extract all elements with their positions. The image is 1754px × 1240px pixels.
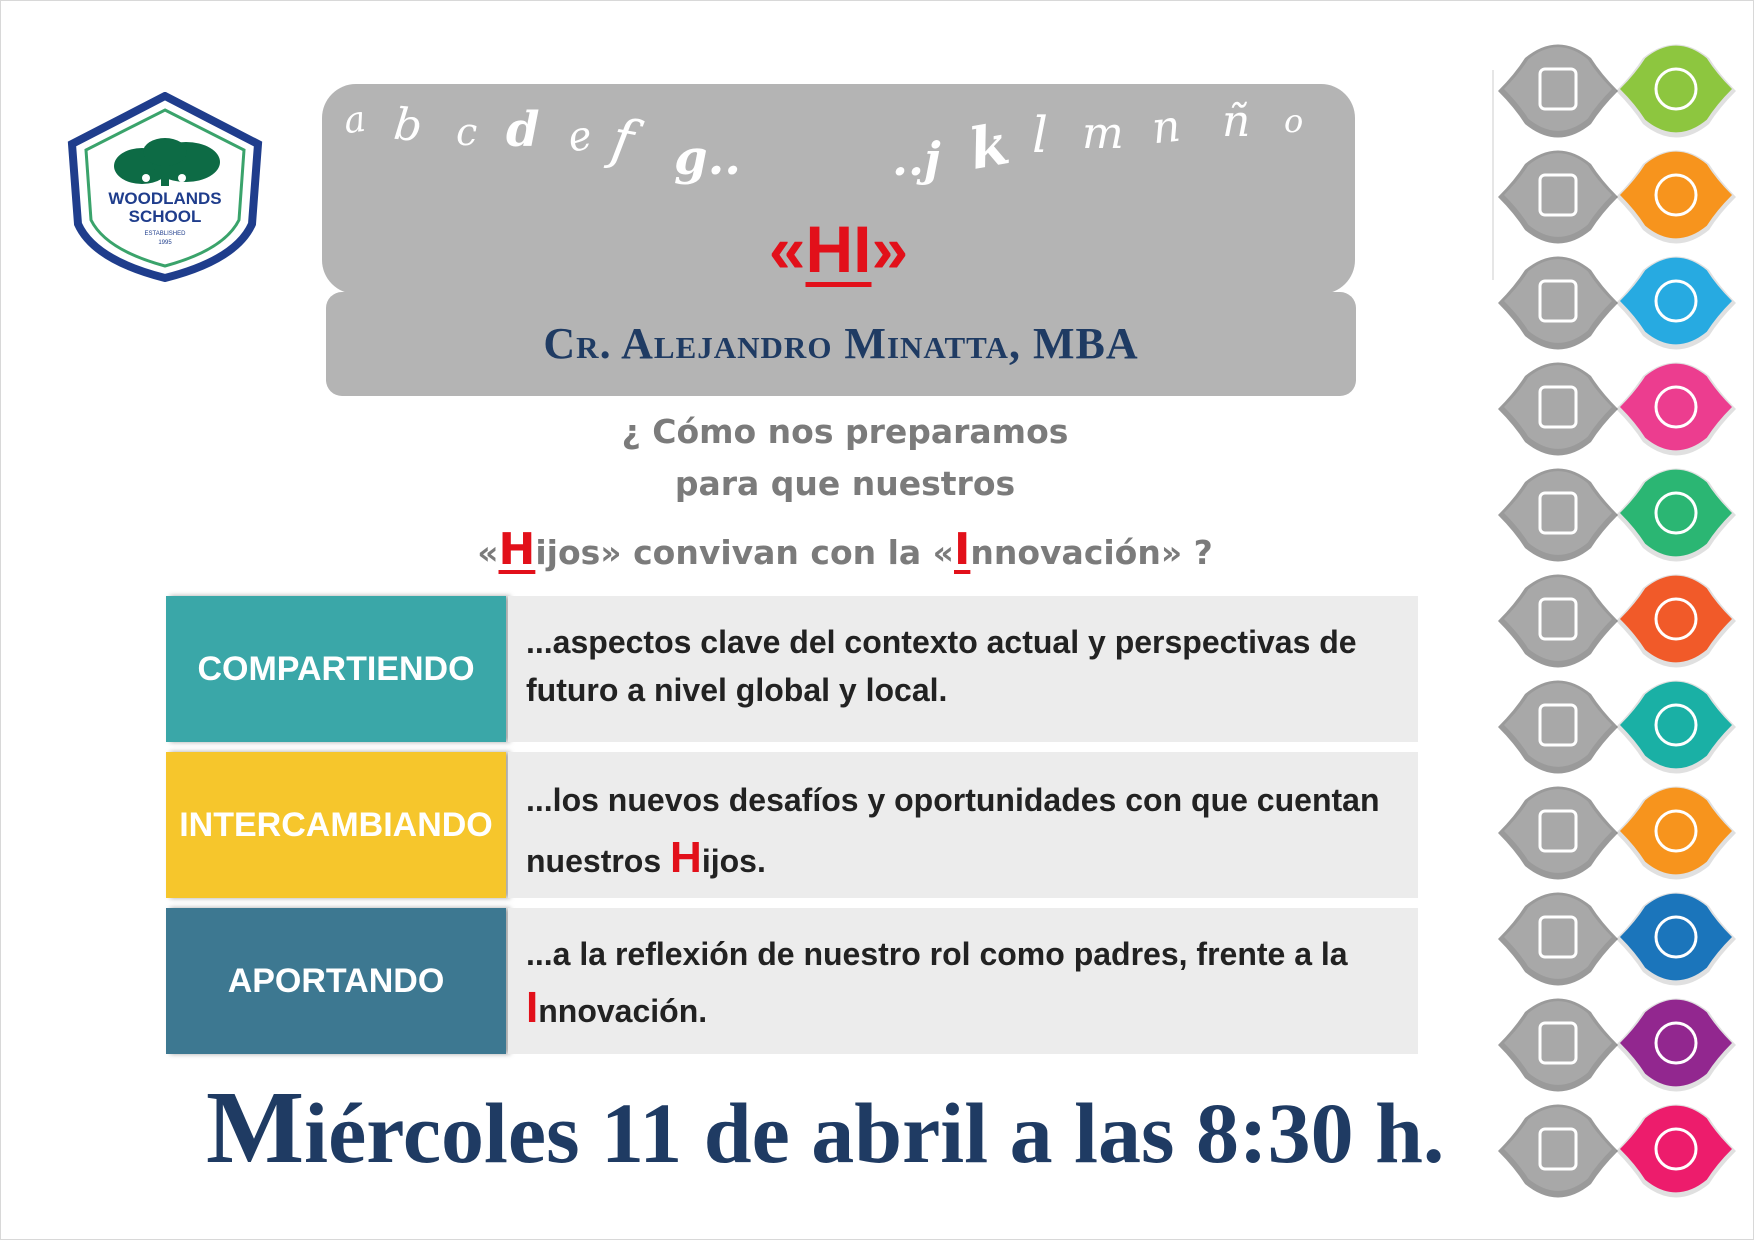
grey-tile-face [1504,577,1612,661]
logo-text-school: SCHOOL [128,207,202,226]
grey-tile-face [1504,365,1612,449]
grey-tile-face [1504,895,1612,979]
question-line-1: ¿ Cómo nos preparamos [621,412,1069,451]
question-line-3: «Hijos» convivan con la «Innovación» ? [477,524,1213,575]
icon-pair [1498,45,1736,138]
icon-pair [1498,257,1736,350]
letter: f [606,106,639,175]
row-intercambiando [166,752,1418,898]
icon-pair [1498,151,1736,244]
icon-column [1496,34,1746,1224]
row-text: ...a la reflexión de nuestro rol como padres, frente a la [526,936,1348,972]
hi-title: «HI» [768,212,909,286]
row-compartiendo [166,596,1418,742]
row-text: nuestros Hijos. [526,833,766,882]
letter: b [391,98,425,153]
letter: a [341,98,369,143]
row-description [508,908,1418,1054]
divider [1492,70,1494,280]
icon-pair [1498,787,1736,880]
row-description [508,596,1418,742]
letter: g.. [674,130,741,186]
clock-icon [1620,46,1732,133]
row-label: APORTANDO [166,908,506,1054]
grey-tile-face [1504,471,1612,555]
letter: d [506,102,540,158]
cycle-icon [1620,1106,1732,1193]
row-text: futuro a nivel global y local. [526,672,948,708]
letter: l [1032,106,1048,164]
letter: e [563,112,597,162]
row-description [508,752,1418,898]
grey-tile-face [1504,789,1612,873]
icon-pair [1498,575,1736,668]
chat-icon [1620,682,1732,769]
woodlands-school-logo [66,92,264,282]
icon-pair [1498,1105,1736,1198]
highlight-i: I [526,983,539,1032]
icon-pair [1498,363,1736,456]
row-text: Innovación. [526,983,708,1032]
event-date: Miércoles 11 de abril a las 8:30 h. [206,1070,1445,1185]
alphabet-letters [322,92,1355,202]
letter: k [964,111,1015,183]
letter: m [1082,108,1124,159]
cloud-icon [1620,894,1732,981]
logo-text-woodlands: WOODLANDS [108,189,222,208]
letter: ..j [892,132,941,186]
graduation-cap-icon [1620,1000,1732,1087]
icon-pair [1498,681,1736,774]
icon-pair [1498,893,1736,986]
grey-tile-face [1504,1107,1612,1191]
letter: n [1149,100,1183,155]
grey-tile-face [1504,683,1612,767]
row-label: COMPARTIENDO [166,596,506,742]
highlight-h: H [670,833,702,882]
shelves-icon [1620,470,1732,557]
brush-icon [1620,576,1732,663]
row-aportando [166,908,1418,1054]
letter: o [1284,102,1304,140]
highlight-h: H [498,524,536,575]
letter: ñ [1222,96,1251,147]
row-text: ...aspectos clave del contexto actual y perspectivas de [526,624,1357,660]
row-text: ...los nuevos desafíos y oportunidades con que cuentan [526,782,1380,818]
trophy-icon [1620,788,1732,875]
icon-pair [1498,999,1736,1092]
letter: c [456,110,478,154]
icon-pair [1498,469,1736,562]
logo-text-year: 1995 [158,240,172,246]
devices-icon [1620,258,1732,345]
row-label: INTERCAMBIANDO [166,752,506,898]
question-line-2: para que nuestros [674,464,1016,503]
highlight-i: I [954,524,971,575]
grey-tile-face [1504,259,1612,343]
grey-tile-face [1504,47,1612,131]
arrows-icon [1620,364,1732,451]
grey-tile-face [1504,153,1612,237]
grey-tile-face [1504,1001,1612,1085]
speaker-name: Cr. Alejandro Minatta, MBA [543,319,1139,368]
palm-tree-icon [1620,152,1732,239]
logo-text-established: ESTABLISHED [144,231,186,237]
